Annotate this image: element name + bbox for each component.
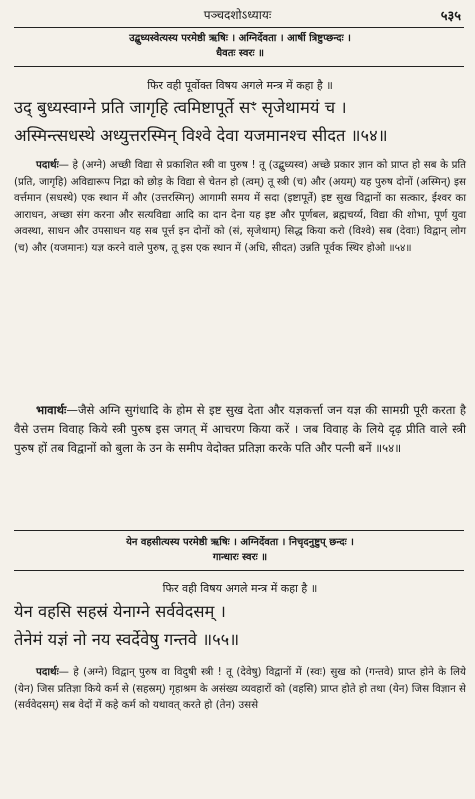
verse55-padartha — [14, 664, 466, 794]
bhavartha-text: —जैसे अग्नि सुगंधादि के होम से इष्ट सुख देता और यज्ञकर्त्ता जन यज्ञ की सामग्री पूरी करता है वैसे उत्तम विवाह किये स्त्री पुरुष इस जगत् में आचरण किया करें । जब विवाह के लिये दृढ़ प्रीति वाले स्त्री पुरुष हों तब विद्वानों को बुला के उन के समीप वेदोक्त प्रतिज्ञा करके पति और पत्नी बनें ॥५४॥ — [14, 403, 466, 455]
verse54-bhavartha — [14, 401, 466, 458]
padartha-label: पदार्थः — [36, 666, 59, 678]
padartha-text: — हे (अग्ने) विद्वान् पुरुष वा विदुषी स्त्री ! तू (देवेषु) विद्वानों में (स्वः) सुख को (गन्तवे) प्राप्त होने के लिये (येन) जिस प्रतिज्ञा किये कर्म से (सहस्रम्) गृहाश्रम के असंख्य व्यवहारों को (वहसि) प्राप्त होते हो तथा (येन) जिस विज्ञान से (सर्ववेदसम्) सब वेदों में कहे कर्म को यथावत् करते हो (तेन) उससे — [14, 666, 466, 712]
section-rule — [14, 530, 464, 531]
verse55-mantra-line-1: येन वहसि सहस्रं येनाग्ने सर्ववेदसम् । — [14, 602, 226, 621]
page-number: ५३५ — [440, 9, 461, 24]
padartha-text: — हे (अग्ने) अच्छी विद्या से प्रकाशित स्त्री वा पुरुष ! तू (उद्बुध्यस्व) अच्छे प्रकार ज्ञान को प्राप्त हो सब के प्रति (प्रति, जागृहि) अविद्यारूप निद्रा को छोड़ के विद्या से चेतन हो (त्वम्) तू स्त्री (च) और (अयम्) यह पुरुष दोनों (अस्मिन्) इस वर्त्तमान (सधस्थे) एक स्थान में और (उत्तरस्मिन्) आगामी समय में सदा (इष्टापूर्ते) इष्ट सुख विद्वानों का सत्कार, ईश्वर का आराधन, अच्छा संग करना और सत्यविद्या आदि का दान देना यह इष्ट और पूर्णबल, ब्रह्मचर्य्य, विद्या की शोभा, पूर्ण युवा अवस्था, साधन और उपसाधन यह सब पूर्त्त इन दोनों को (सं, सृजेथाम्) सिद्ध किया करो (विश्वे) सब (देवाः) विद्वान् लोग (च) और (यजमानः) यज्ञ करने वाले पुरुष, तू इस एक स्थान में (अधि, सीदत) उन्नति पूर्वक स्थिर होओ ॥५४॥ — [14, 159, 466, 254]
meta-rule-1 — [14, 66, 464, 67]
meta-rule-2 — [14, 570, 464, 571]
verse54-svara-line: धैवतः स्वरः ॥ — [216, 48, 264, 59]
verse54-rishi-line: उद्बुध्यस्वेत्यस्य परमेष्ठी ऋषिः । अग्निर्देवता । आर्षी त्रिष्टुप्छन्दः । — [129, 33, 351, 44]
verse55-svara-line: गान्धारः स्वरः ॥ — [212, 552, 268, 563]
header-rule — [14, 27, 464, 28]
verse54-mantra-line-1: उद् बुध्यस्वाग्ने प्रति जागृहि त्वमिष्टापूर्ते सꣳ सृजेथामयं च । — [14, 98, 347, 117]
verse55-rishi-line: येन वहसीत्यस्य परमेष्ठी ऋषिः । अग्निर्देवता । निचृदनुष्टुप् छन्दः । — [126, 537, 354, 548]
padartha-label: पदार्थः — [36, 159, 59, 171]
verse54-intro: फिर वही पूर्वोक्त विषय अगले मन्त्र में कहा है ॥ — [147, 79, 333, 92]
verse54-padartha — [14, 157, 466, 257]
bhavartha-label: भावार्थः — [36, 403, 67, 417]
chapter-title: पञ्चदशोऽध्यायः — [203, 8, 272, 22]
verse55-mantra-line-2: तेनेमं यज्ञं नो नय स्वर्देवेषु गन्तवे ॥५५॥ — [14, 630, 240, 649]
verse54-mantra-line-2: अस्मिन्त्सधस्थे अध्युत्तरस्मिन् विश्वे देवा यजमानश्च सीदत ॥५४॥ — [14, 126, 388, 145]
verse55-intro: फिर वही विषय अगले मन्त्र में कहा है ॥ — [162, 582, 318, 595]
page-header — [0, 6, 475, 24]
